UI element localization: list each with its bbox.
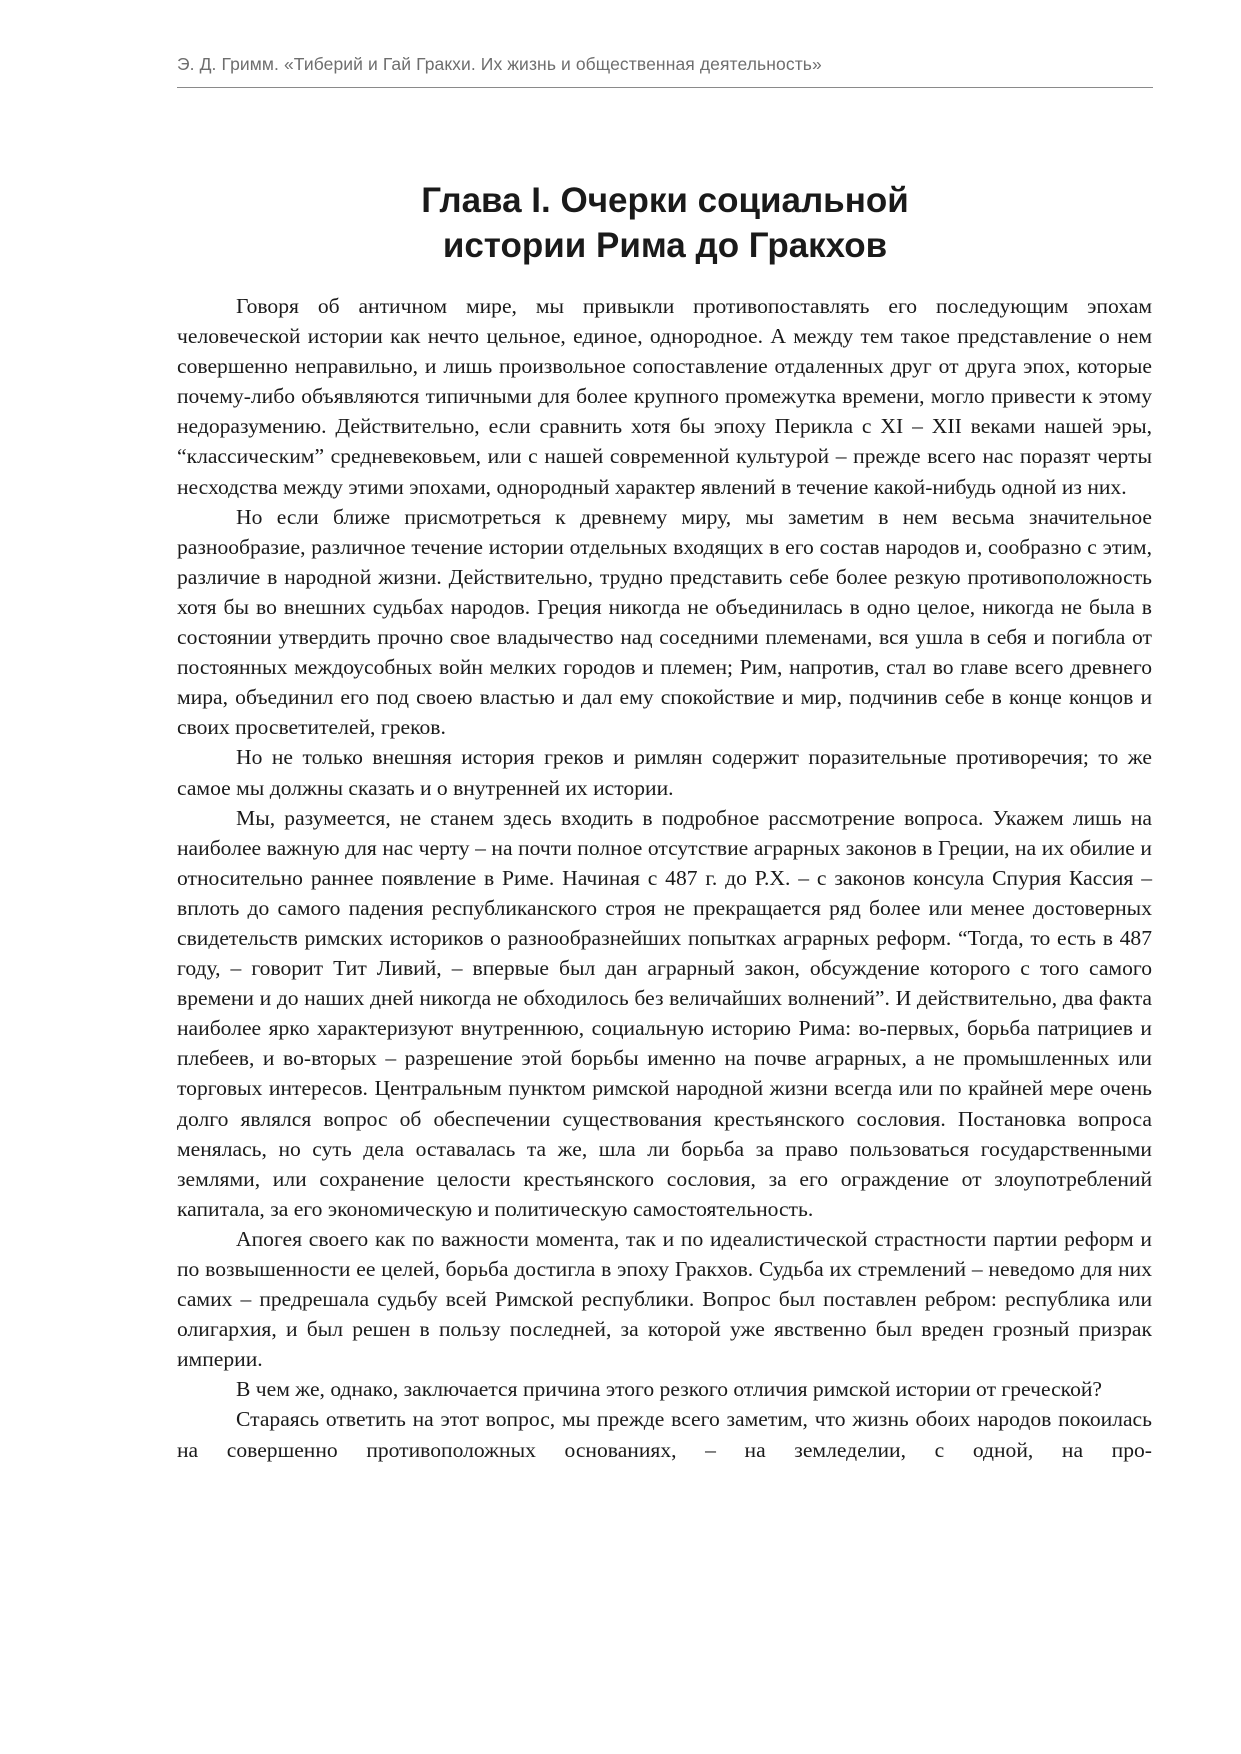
paragraph: В чем же, однако, заключается причина этого резкого отличия римской истории от греческой? [236, 1377, 1103, 1402]
paragraph: Говоря об античном мире, мы привыкли противопоставлять его последующим эпохам человеческой истории как нечто цельное, единое, однородное. А между тем такое представление о нем совершенно неправильно, и лишь произвольное сопоставление отдаленных друг от друга эпох, которые почему-либо объявляются типичными для более крупного промежутка времени, могло привести к этому недоразумению. Действительно, если сравнить хотя бы эпоху Перикла с XI – XII веками нашей эры, “классическим” средневековьем, или с нашей современной культурой – прежде всего нас поразят черты несходства между этими эпохами, однородный характер явлений в течение какой-нибудь одной из них. [177, 294, 1152, 499]
chapter-title-line-2: истории Рима до Гракхов [442, 226, 888, 265]
paragraph: Апогея своего как по важности момента, так и по идеалистической страстности партии реформ и по возвышенности ее целей, борьба достигла в эпоху Гракхов. Судьба их стремлений – неведомо для них самих – предрешала судьбу всей Римской республики. Вопрос был поставлен ребром: республика или олигархия, и был решен в пользу последней, за которой уже явственно был вреден грозный призрак империи. [177, 1226, 1152, 1372]
header-rule [177, 87, 1153, 88]
paragraph: Мы, разумеется, не станем здесь входить в подробное рассмотрение вопроса. Укажем лишь на наиболее важную для нас черту – на почти полное отсутствие аграрных законов в Греции, на их обилие и относительно раннее появление в Риме. Начиная с 487 г. до Р.Х. – с законов консула Спурия Кассия – вплоть до самого падения республиканского строя не прекращается ряд более или менее достоверных свидетельств римских историков о разнообразнейших попытках аграрных реформ. “Тогда, то есть в 487 году, – говорит Тит Ливий, – впервые был дан аграрный закон, обсуждение которого с того самого времени и до наших дней никогда не обходилось без величайших волнений”. И действительно, два факта наиболее ярко характеризуют внутреннюю, социальную историю Рима: во-первых, борьба патрициев и плебеев, и во-вторых – разрешение этой борьбы именно на почве аграрных, а не промышленных или торговых интересов. Центральным пунктом римской народной жизни всегда или по крайней мере очень долго являлся вопрос об обеспечении существования крестьянского сословия. Постановка вопроса менялась, но суть дела оставалась та же, шла ли борьба за право пользоваться государственными землями, или сохранение целости крестьянского сословия, за его ограждение от злоупотреблений капитала, за его экономическую и политическую самостоятельность. [177, 805, 1152, 1221]
paragraph: Но не только внешняя история греков и римлян содержит поразительные противоречия; то же самое мы должны сказать и о внутренней их истории. [177, 745, 1152, 800]
paragraph: Стараясь ответить на этот вопрос, мы прежде всего заметим, что жизнь обоих народов покоилась на совершенно противоположных основаниях, – на земледелии, с одной, на про- [177, 1407, 1152, 1462]
paragraph: Но если ближе присмотреться к древнему миру, мы заметим в нем весьма значительное разнообразие, различное течение истории отдельных входящих в его состав народов и, сообразно с этим, различие в народной жизни. Действительно, трудно представить себе более резкую противоположность хотя бы во внешних судьбах народов. Греция никогда не объединилась в одно целое, никогда не была в состоянии утвердить прочно свое владычество над соседними племенами, вся ушла в себя и погибла от постоянных междоусобных войн мелких городов и племен; Рим, напротив, стал во главе всего древнего мира, объединил его под своею властью и дал ему спокойствие и мир, подчинив себе в конце концов и своих просветителей, греков. [177, 504, 1152, 740]
chapter-body [177, 291, 1152, 1465]
running-header: Э. Д. Гримм. «Тиберий и Гай Гракхи. Их жизнь и общественная деятельность» [177, 54, 822, 74]
chapter-title [177, 178, 1153, 268]
chapter-title-line-1: Глава I. Очерки социальной [421, 181, 909, 220]
